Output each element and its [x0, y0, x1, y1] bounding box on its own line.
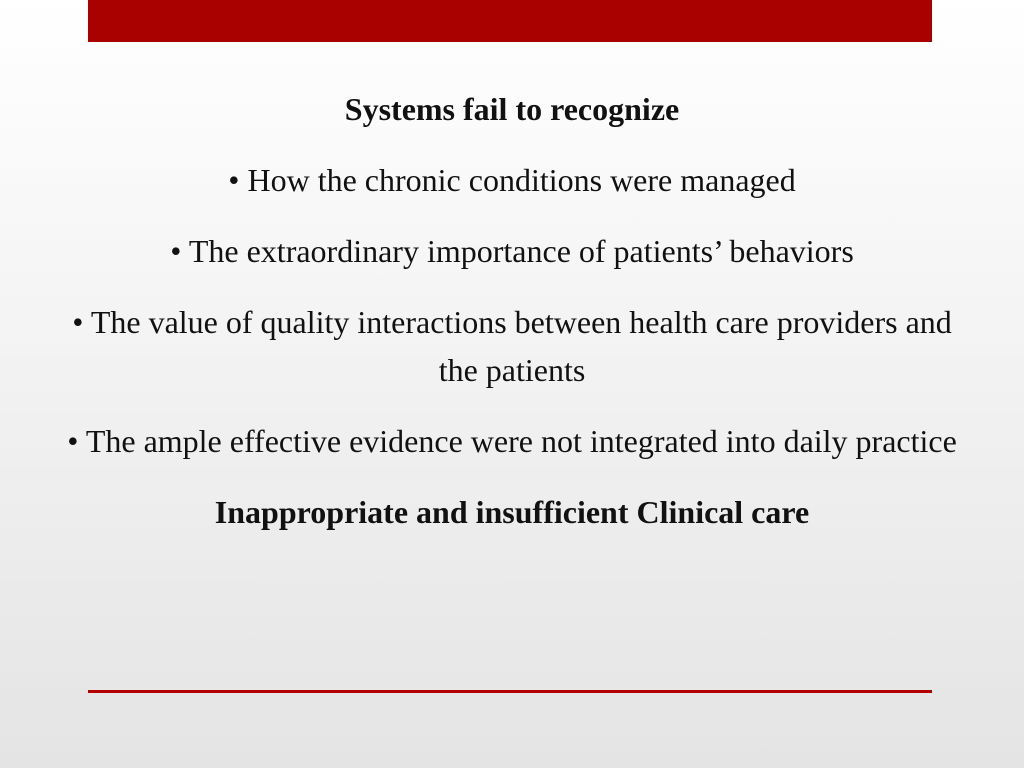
bullet-list [60, 156, 964, 465]
bullet-item-quality-interactions: • The value of quality interactions between health care providers and the patients [72, 304, 952, 388]
bottom-divider [88, 690, 932, 693]
slide-content [60, 84, 964, 537]
slide-heading: Systems fail to recognize [344, 91, 680, 127]
slide-conclusion: Inappropriate and insufficient Clinical care [214, 494, 810, 530]
bullet-item-chronic-conditions: • How the chronic conditions were managed [228, 162, 796, 198]
bullet-item-patient-behaviors: • The extraordinary importance of patients’ behaviors [170, 233, 854, 269]
top-accent-bar [88, 0, 932, 42]
bullet-item-evidence-integration: • The ample effective evidence were not integrated into daily practice [67, 423, 957, 459]
